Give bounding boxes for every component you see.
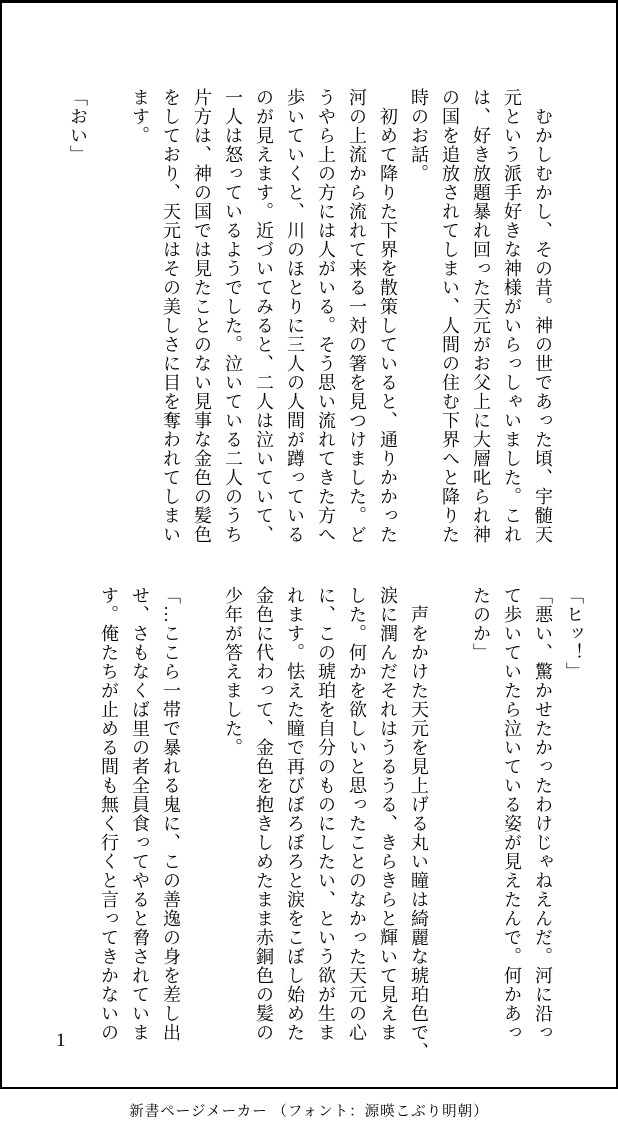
text-line: うやら上の方には人がいる。そう思い流れてきた方へ — [316, 88, 336, 544]
vertical-text-band-lower — [93, 586, 589, 1061]
text-line: れます。怯えた瞳で再びぼろぼろと涙をこぼし始めた — [285, 586, 305, 1042]
page-number: 1 — [56, 1030, 66, 1051]
vertical-text-band-upper — [62, 88, 589, 544]
text-line: せ、さもなくば里の者全員食ってやると脅されていま — [130, 586, 150, 1042]
text-line: むかしむかし、その昔。神の世であった頃、宇髄天 — [533, 88, 553, 544]
text-line: 一人は怒っているようでした。泣いている二人のうち — [223, 88, 243, 544]
text-line: 「おい」 — [68, 88, 88, 164]
text-line: 声をかけた天元を見上げる丸い瞳は綺麗な琥珀色で、 — [409, 586, 429, 1061]
text-line: たのか」 — [471, 586, 491, 662]
text-line: 「…ここら一帯で暴れる鬼に、この善逸の身を差し出 — [161, 586, 181, 1042]
text-line: 「ヒッ！」 — [564, 586, 584, 681]
text-line — [93, 88, 124, 544]
text-line: 涙に潤んだそれはうるうる、きらきらと輝いて見えま — [378, 586, 398, 1042]
text-line: 歩いていくと、川のほとりに三人の人間が蹲っている — [285, 88, 305, 544]
text-line — [558, 88, 589, 544]
text-line: て歩いていたら泣いている姿が見えたんで。何かあっ — [502, 586, 522, 1042]
text-line — [186, 586, 217, 1042]
text-line: に、この琥珀を自分のものにしたい、という欲が生ま — [316, 586, 336, 1042]
text-line: の国を追放されてしまい、人間の住む下界へと降りた — [440, 88, 460, 544]
text-line: 河の上流から流れて来る一対の箸を見つけました。ど — [347, 88, 367, 544]
text-line: のが見えます。近づいてみると、二人は泣いていて、 — [254, 88, 274, 544]
text-line: をしており、天元はその美しさに目を奪われてしまい — [161, 88, 181, 544]
text-line: 時のお話。 — [409, 88, 429, 183]
text-line: ます。 — [130, 88, 150, 145]
text-line: 金色に代わって、金色を抱きしめたまま赤銅色の髪の — [254, 586, 274, 1042]
text-line — [434, 586, 465, 1042]
footer-caption: 新書ページメーカー （フォント：源暎こぶり明朝） — [129, 1104, 489, 1120]
text-line: す。俺たちが止める間も無く行くと言ってきかないの — [99, 586, 119, 1042]
text-line: 元という派手好きな神様がいらっしゃいました。これ — [502, 88, 522, 544]
text-line: は、好き放題暴れ回った天元がお父上に大層叱られ神 — [471, 88, 491, 544]
text-line: 片方は、神の国では見たことのない見事な金色の髪色 — [192, 88, 212, 544]
text-line: 少年が答えました。 — [223, 586, 243, 757]
text-line: 初めて降りた下界を散策していると、通りかかった — [378, 88, 398, 544]
text-line: 「悪い、驚かせたかったわけじゃねえんだ。河に沿っ — [533, 586, 553, 1042]
text-line: した。何かを欲しいと思ったことのなかった天元の心 — [347, 586, 367, 1042]
